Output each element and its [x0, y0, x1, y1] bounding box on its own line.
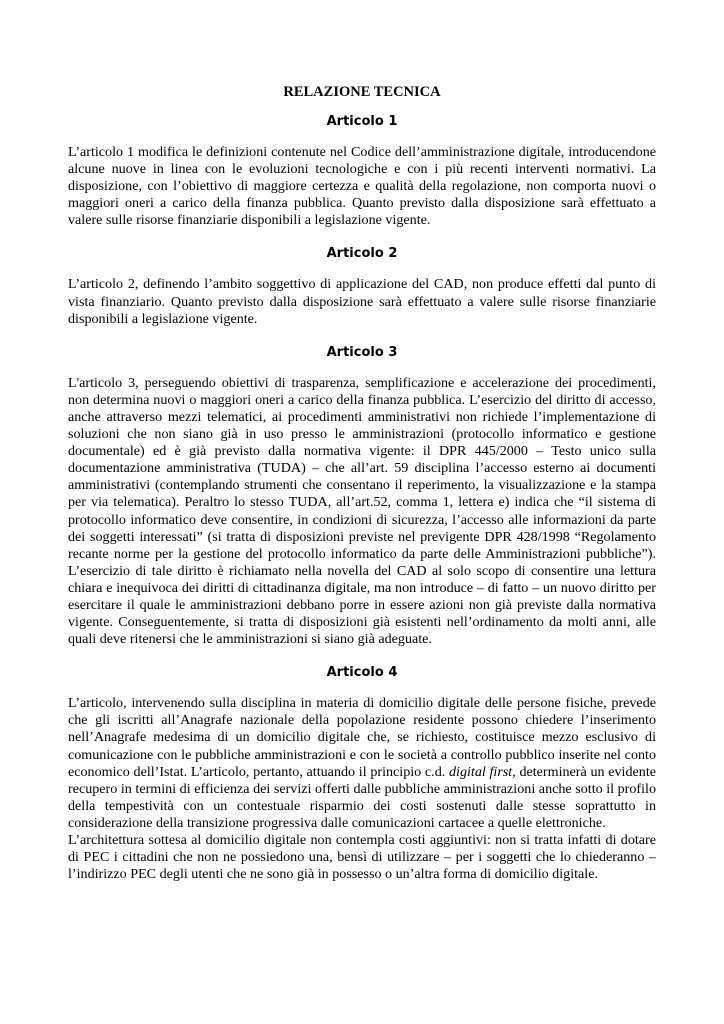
article-2-paragraph: L’articolo 2, definendo l’ambito soggettivo di applicazione del CAD, non produce effetti dal punto di vista finanziario. Quanto previsto dalla disposizione sarà effettuato a valere sulle risorse finanziarie disponibili a legislazione vigente.	[68, 276, 656, 327]
article-2-heading: Articolo 2	[326, 246, 398, 262]
article-3-paragraph: L'articolo 3, perseguendo obiettivi di trasparenza, semplificazione e accelerazione dei procedimenti, non determina nuovi o maggiori oneri a carico della finanza pubblica. L’esercizio del diritto di accesso, anche attraverso mezzi telematici, ai procedimenti amministrativi non richiede l’implementazione di soluzioni che non siano già in uso presso le amministrazioni (protocollo informatico e gestione documentale) ed è già previsto dalla normativa vigente: il DPR 445/2000 – Testo unico sulla documentazione amministrativa (TUDA) – che all’art. 59 disciplina l’accesso esterno ai documenti amministrativi (contemplando strumenti che consentano il reperimento, la visualizzazione e la stampa per via telematica). Peraltro lo stesso TUDA, all’art.52, comma 1, lettera e) indica che “il sistema di protocollo informatico deve consentire, in condizioni di sicurezza, l’accesso alle informazioni da parte dei soggetti interessati” (si tratta di disposizioni previste nel previgente DPR 428/1998 “Regolamento recante norme per la gestione del protocollo informatico da parte delle Amministrazioni pubbliche”). L’esercizio di tale diritto è richiamato nella novella del CAD al solo scopo di consentire una lettura chiara e inequivoca dei diritti di cittadinanza digitale, ma non introduce – di fatto – un nuovo diritto per esercitare il quale le amministrazioni debbano porre in essere azioni non già previste dalla normativa vigente. Conseguentemente, si tratta di disposizioni già esistenti nell’ordinamento da molti anni, alle quali deve ritenersi che le amministrazioni si siano già adeguate.	[68, 374, 656, 648]
article-4-text-before-emphasis: L’articolo, intervenendo sulla disciplina in materia di domicilio digitale delle persone fisiche, prevede che gli iscritti all’Anagrafe nazionale della popolazione residente possono chiedere l’inserimento nell’Anagrafe medesima di un domicilio digitale che, se richiesto, costituisce mezzo esclusivo di comunicazione con le pubbliche amministrazioni e con le società a controllo pubblico inserite nel conto economico dell’Istat. L’articolo, pertanto, attuando il principio c.d.	[68, 695, 656, 780]
document-title: RELAZIONE TECNICA	[283, 84, 441, 100]
article-1-heading: Articolo 1	[326, 114, 398, 129]
article-3-heading: Articolo 3	[326, 344, 398, 360]
article-4-paragraph-2: L’architettura sottesa al domicilio digitale non contempla costi aggiuntivi: non si tratta infatti di dotare di PEC i cittadini che non ne possiedono una, bensì di utilizzare – per i soggetti che lo chiederanno – l’indirizzo PEC degli utenti che ne sono già in possesso o un’altra forma di domicilio digitale.	[68, 832, 656, 883]
article-4-paragraph-1	[68, 695, 656, 832]
digital-first-emphasis: digital first	[448, 763, 513, 780]
article-1-paragraph: L’articolo 1 modifica le definizioni contenute nel Codice dell’amministrazione digitale, introducendone alcune nuove in linea con le evoluzioni tecnologiche e con i più recenti interventi normativi. La disposizione, con l’obiettivo di maggiore certezza e qualità della regolazione, non comporta nuovi o maggiori oneri a carico della finanza pubblica. Quanto previsto dalla disposizione sarà effettuato a valere sulle risorse finanziarie disponibili a legislazione vigente.	[68, 144, 656, 229]
article-4-heading: Articolo 4	[326, 665, 398, 681]
article-4-text-after-emphasis: , determinerà un evidente recupero in termini di efficienza dei servizi offerti dalle pubbliche amministrazioni anche sotto il profilo della tempestività con un contestuale risparmio dei costi sostenuti dalle stesse soprattutto in considerazione della transizione progressiva dalle comunicazioni cartacee a quelle elettroniche.	[68, 763, 656, 831]
document-page	[68, 83, 656, 883]
